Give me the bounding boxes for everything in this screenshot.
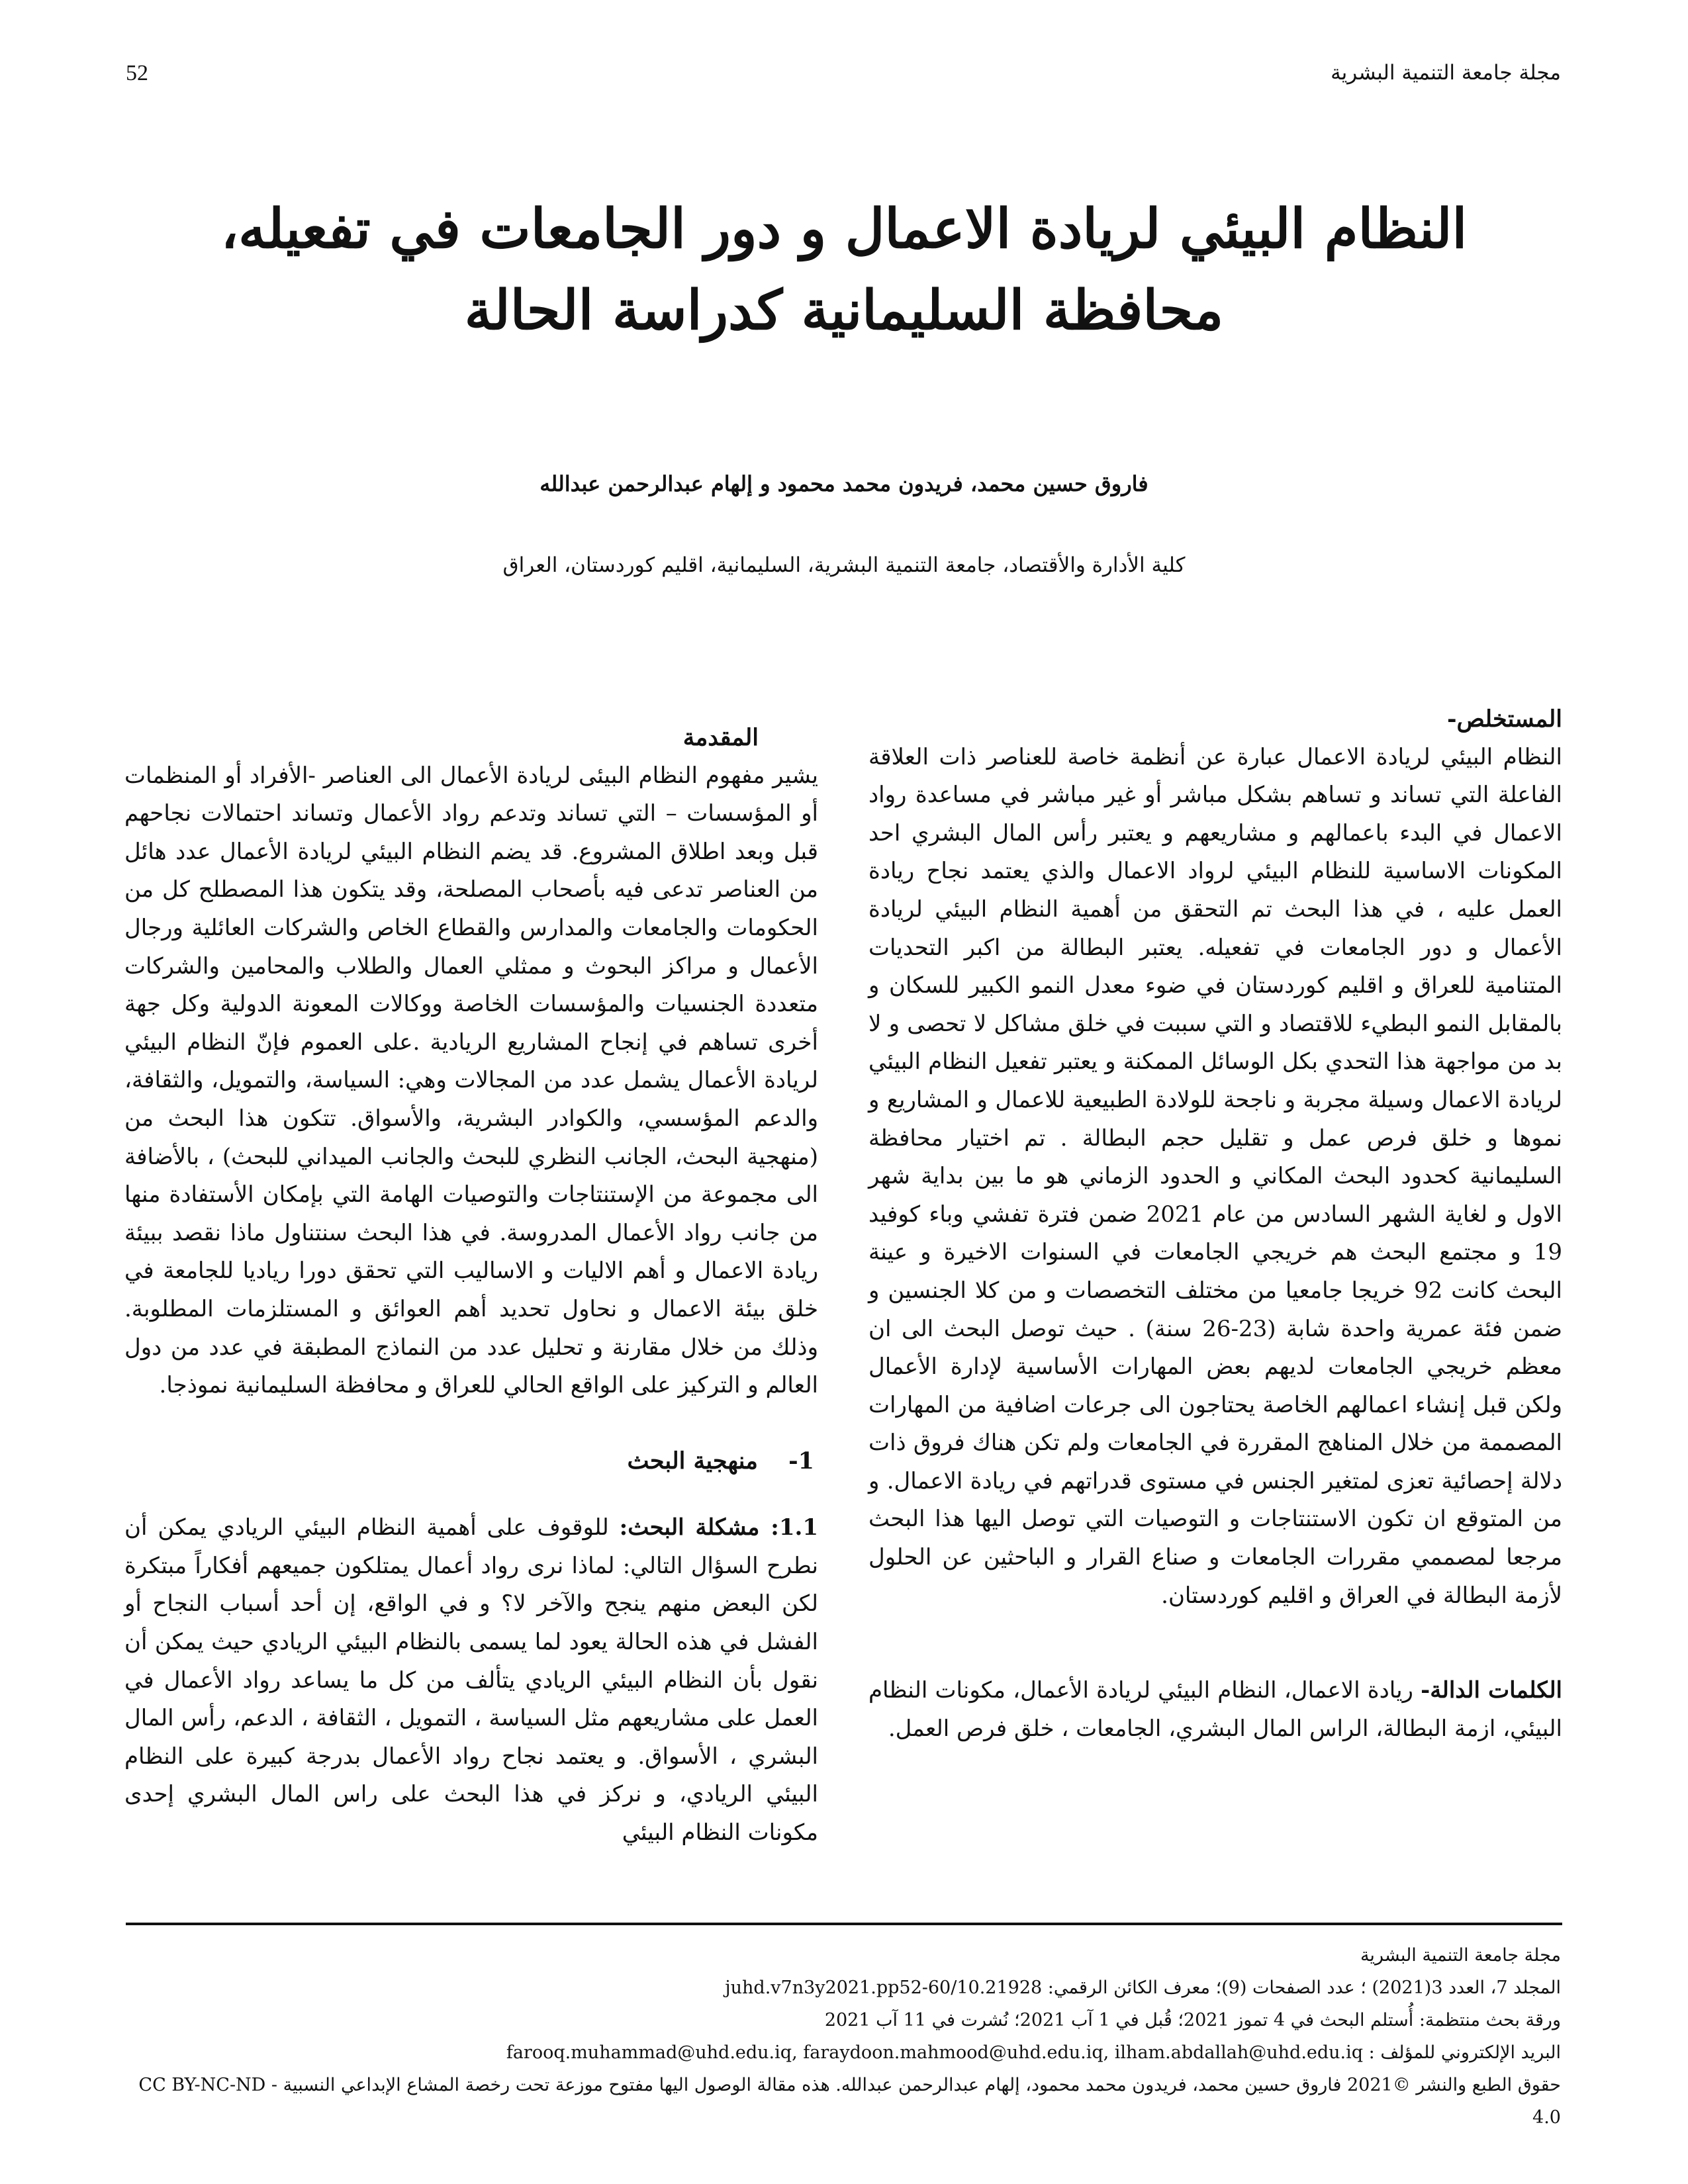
introduction-column [124,719,818,1852]
abstract-column [868,700,1562,1748]
footer-volume: المجلد 7، العدد 3(2021) ؛ عدد الصفحات (9)؛ معرف الكائن الرقمي: 10.21928/juhd.v7n3y2021.pp52-60 [725,1978,1561,1998]
abstract-heading: المستخلص- [1447,705,1562,733]
footer-email-label: البريد الإلكتروني للمؤلف : [1368,2042,1561,2063]
footer-divider [126,1923,1562,1925]
footer-journal: مجلة جامعة التنمية البشرية [1360,1945,1561,1966]
footer-dates: ورقة بحث منتظمة: أُستلم البحث في 4 تموز 2021؛ قُبل في 1 آب 2021؛ نُشرت في 11 آب 2021 [824,2010,1561,2030]
paper-title [132,189,1556,351]
research-problem-label: 1.1: مشكلة البحث: [619,1514,818,1541]
title-line-1: النظام البيئي لريادة الاعمال و دور الجامعات في تفعيله، [220,197,1468,261]
footer-emails[interactable]: farooq.muhammad@uhd.edu.iq, faraydoon.mahmood@uhd.edu.iq, ilham.abdallah@uhd.edu.iq [506,2042,1364,2063]
section-number: 1- [788,1447,814,1475]
authors: فاروق حسين محمد، فريدون محمد محمود و إلهام عبدالرحمن عبدالله [539,471,1149,496]
keywords-text: ريادة الاعمال، النظام البيئي لريادة الأعمال، مكونات النظام البيئي، ازمة البطالة، الراس المال البشري، الجامعات ، خلق فرص العمل. [868,1677,1562,1742]
research-problem-text: للوقوف على أهمية النظام البيئي الريادي يمكن أن نطرح السؤال التالي: لماذا نرى رواد أعمال يمتلكون جميعهم أفكاراً مبتكرة لكن البعض منهم ينجح والآخر لا؟ و في الواقع، إن أحد أسباب النجاح أو الفشل في هذه الحالة يعود لما يسمى بالنظام البيئي الريادي حيث يمكن أن نقول بأن النظام البيئي الريادي يتألف من كل ما يساعد رواد الأعمال في العمل على مشاريعهم مثل السياسة ، التمويل ، الثقافة ، الدعم، رأس المال البشري ، الأسواق. و يعتمد نجاح رواد الأعمال بدرجة كبيرة على النظام البيئي الريادي، و نركز في هذا البحث على راس المال البشري إحدى مكونات النظام البيئي [124,1514,818,1846]
footer [124,1939,1561,2134]
title-line-2: محافظة السليمانية كدراسة الحالة [464,279,1224,342]
methodology-heading [124,1442,814,1480]
keywords [868,1672,1562,1748]
section-title: منهجية البحث [627,1447,758,1475]
page-number: 52 [126,61,148,85]
keywords-label: الكلمات الدالة- [1421,1677,1562,1704]
research-problem-paragraph [124,1509,818,1852]
introduction-heading: المقدمة [682,724,759,751]
running-head: مجلة جامعة التنمية البشرية [1331,61,1561,85]
abstract-body: النظام البيئي لريادة الاعمال عبارة عن أنظمة خاصة للعناصر ذات العلاقة الفاعلة التي تساند و تساهم بشكل مباشر أو غير مباشر في مساعدة رواد الاعمال في البدء باعمالهم و مشاريعهم و يعتبر رأس المال البشري احد المكونات الاساسية للنظام البيئي لرواد الاعمال والذي يعتمد نجاح ريادة العمل عليه ، في هذا البحث تم التحقق من أهمية النظام البيئي لريادة الأعمال و دور الجامعات في تفعيله. يعتبر البطالة من اكبر التحديات المتنامية للعراق و اقليم كوردستان في ضوء معدل النمو الكبير للسكان و بالمقابل النمو البطيء للاقتصاد و التي سببت في خلق مشاكل لا تحصى و لا بد من مواجهة هذا التحدي بكل الوسائل الممكنة و يعتبر تفعيل النظام البيئي لريادة الاعمال وسيلة مجربة و ناجحة للولادة الطبيعية للاعمال و المشاريع و نموها و خلق فرص عمل و تقليل حجم البطالة . تم اختيار محافظة السليمانية كحدود البحث المكاني و الحدود الزماني هو ما بين بداية شهر الاول و لغاية الشهر السادس من عام 2021 ضمن فترة تفشي وباء كوفيد 19 و مجتمع البحث هم خريجي الجامعات في السنوات الاخيرة و عينة البحث كانت 92 خريجا جامعيا من مختلف التخصصات و من كلا الجنسين و ضمن فئة عمرية واحدة شابة (23-26 سنة) . حيث توصل البحث الى ان معظم خريجي الجامعات لديهم بعض المهارات الأساسية لإدارة الأعمال ولكن قبل إنشاء اعمالهم الخاصة يحتاجون الى جرعات اضافية من المهارات المصممة من خلال المناهج المقررة في الجامعات ولم تكن هناك فروق ذات دلالة إحصائية تعزى لمتغير الجنس في مستوى قدراتهم في ريادة الاعمال. و من المتوقع ان تكون الاستنتاجات و التوصيات التي توصل اليها هذا البحث مرجعا لمصممي مقررات الجامعات و صناع القرار و الباحثين عن الحلول لأزمة البطالة في العراق و اقليم كوردستان. [868,743,1563,1609]
footer-copyright: حقوق الطبع والنشر ©2021 فاروق حسين محمد، فريدون محمد محمود، إلهام عبدالرحمن عبدالله. هذه مقالة الوصول اليها مفتوح موزعة تحت رخصة المشاع الإبداعي النسبية - CC BY-NC-ND 4.0 [138,2075,1561,2128]
footer-email-row [124,2036,1561,2069]
affiliation: كلية الأدارة والأقتصاد، جامعة التنمية البشرية، السليمانية، اقليم كوردستان، العراق [502,553,1186,577]
introduction-body: يشير مفهوم النظام البيئى لريادة الأعمال الى العناصر -الأفراد أو المنظمات أو المؤسسات – التي تساند وتدعم رواد الأعمال وتساند احتمالات نجاحهم قبل وبعد اطلاق المشروع. قد يضم النظام البيئي لريادة الأعمال عدد هائل من العناصر تدعى فيه بأصحاب المصلحة، وقد يتكون هذا المصطلح كل من الحكومات والجامعات والمدارس والقطاع الخاص والشركات العائلية ورجال الأعمال و مراكز البحوث و ممثلي العمال والطلاب والمحامين والشركات متعددة الجنسيات والمؤسسات الخاصة ووكالات المعونة الدولية وكل جهة أخرى تساهم في إنجاح المشاريع الريادية .على العموم فإنّ النظام البيئي لريادة الأعمال يشمل عدد من المجالات وهي: السياسة، والتمويل، والثقافة، والدعم المؤسسي، والكوادر البشرية، والأسواق. تتكون هذا البحث من (منهجية البحث، الجانب النظري للبحث والجانب الميداني للبحث) ، بالأضافة الى مجموعة من الإستنتاجات والتوصيات الهامة التي بإمكان الأستفادة منها من جانب رواد الأعمال المدروسة. في هذا البحث سنتناول ماذا نقصد ببيئة ريادة الاعمال و أهم الاليات و الاساليب التي تحقق دورا رياديا للجامعة في خلق بيئة الاعمال و نحاول تحديد أهم العوائق و المستلزمات المطلوبة. وذلك من خلال مقارنة و تحليل عدد من النماذج المطبقة في عدد من دول العالم و التركيز على الواقع الحالي للعراق و محافظة السليمانية نموذجا. [124,762,818,1399]
